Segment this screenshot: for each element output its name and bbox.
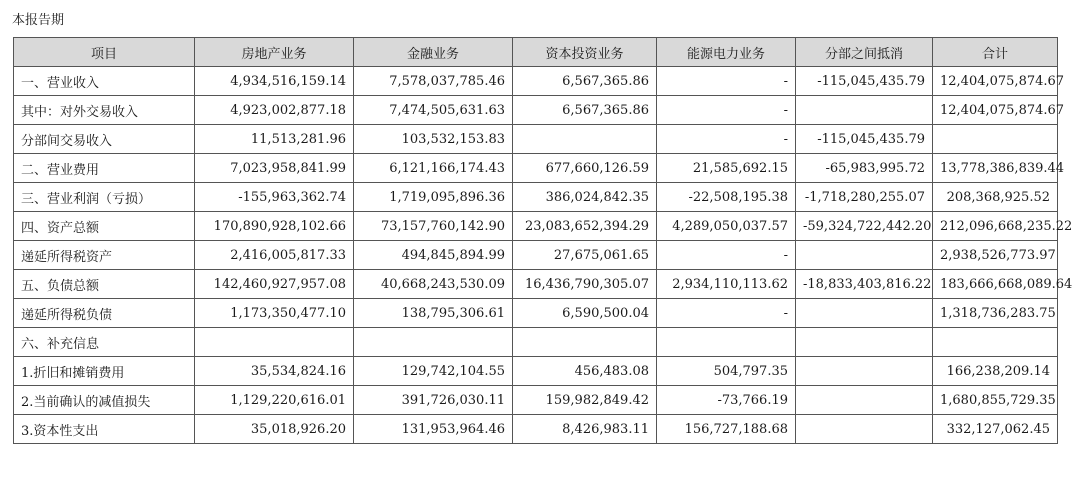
table-row (14, 386, 1058, 415)
elimination-value (796, 415, 933, 444)
elimination-value: -115,045,435.79 (796, 125, 933, 154)
finance-value: 391,726,030.11 (354, 386, 513, 415)
row-label: 四、资产总额 (14, 212, 195, 241)
elimination-value: -115,045,435.79 (796, 67, 933, 96)
energy-power-value: 156,727,188.68 (657, 415, 796, 444)
elimination-value (796, 96, 933, 125)
capital-investment-value: 6,590,500.04 (513, 299, 657, 328)
capital-investment-value: 27,675,061.65 (513, 241, 657, 270)
energy-power-value: 2,934,110,113.62 (657, 270, 796, 299)
table-row (14, 299, 1058, 328)
energy-power-value: - (657, 67, 796, 96)
elimination-value (796, 299, 933, 328)
table-row (14, 328, 1058, 357)
finance-value: 494,845,894.99 (354, 241, 513, 270)
report-period-caption: 本报告期 (12, 13, 65, 28)
energy-power-value (657, 328, 796, 357)
elimination-value: -59,324,722,442.20 (796, 212, 933, 241)
energy-power-value: - (657, 299, 796, 328)
elimination-value (796, 328, 933, 357)
finance-value: 73,157,760,142.90 (354, 212, 513, 241)
row-label: 五、负债总额 (14, 270, 195, 299)
total-value: 12,404,075,874.67 (933, 96, 1058, 125)
total-value: 183,666,668,089.64 (933, 270, 1058, 299)
header-energy-power: 能源电力业务 (657, 38, 796, 67)
energy-power-value: 4,289,050,037.57 (657, 212, 796, 241)
finance-value: 7,474,505,631.63 (354, 96, 513, 125)
row-label: 三、营业利润（亏损） (14, 183, 195, 212)
header-total: 合计 (933, 38, 1058, 67)
total-value: 1,680,855,729.35 (933, 386, 1058, 415)
elimination-value (796, 357, 933, 386)
table-row (14, 357, 1058, 386)
elimination-value (796, 386, 933, 415)
total-value: 332,127,062.45 (933, 415, 1058, 444)
table-row (14, 96, 1058, 125)
real-estate-value: 170,890,928,102.66 (195, 212, 354, 241)
table-row (14, 212, 1058, 241)
total-value: 2,938,526,773.97 (933, 241, 1058, 270)
capital-investment-value: 16,436,790,305.07 (513, 270, 657, 299)
table-row (14, 154, 1058, 183)
capital-investment-value: 6,567,365.86 (513, 67, 657, 96)
real-estate-value: 11,513,281.96 (195, 125, 354, 154)
capital-investment-value: 677,660,126.59 (513, 154, 657, 183)
capital-investment-value: 6,567,365.86 (513, 96, 657, 125)
finance-value: 129,742,104.55 (354, 357, 513, 386)
row-label: 2.当前确认的减值损失 (14, 386, 195, 415)
row-label: 3.资本性支出 (14, 415, 195, 444)
table-row (14, 241, 1058, 270)
elimination-value (796, 241, 933, 270)
elimination-value: -18,833,403,816.22 (796, 270, 933, 299)
finance-value (354, 328, 513, 357)
header-item: 项目 (14, 38, 195, 67)
finance-value: 7,578,037,785.46 (354, 67, 513, 96)
energy-power-value: -73,766.19 (657, 386, 796, 415)
real-estate-value: 1,173,350,477.10 (195, 299, 354, 328)
finance-value: 131,953,964.46 (354, 415, 513, 444)
segment-report-table (13, 37, 1073, 444)
total-value: 212,096,668,235.22 (933, 212, 1058, 241)
real-estate-value: 2,416,005,817.33 (195, 241, 354, 270)
row-label: 一、营业收入 (14, 67, 195, 96)
capital-investment-value (513, 125, 657, 154)
total-value: 166,238,209.14 (933, 357, 1058, 386)
capital-investment-value: 159,982,849.42 (513, 386, 657, 415)
row-label: 二、营业费用 (14, 154, 195, 183)
finance-value: 1,719,095,896.36 (354, 183, 513, 212)
finance-value: 138,795,306.61 (354, 299, 513, 328)
header-real-estate: 房地产业务 (195, 38, 354, 67)
header-row (14, 38, 1058, 67)
row-label: 1.折旧和摊销费用 (14, 357, 195, 386)
capital-investment-value: 456,483.08 (513, 357, 657, 386)
capital-investment-value: 23,083,652,394.29 (513, 212, 657, 241)
total-value: 1,318,736,283.75 (933, 299, 1058, 328)
capital-investment-value (513, 328, 657, 357)
total-value (933, 125, 1058, 154)
energy-power-value: - (657, 125, 796, 154)
total-value: 13,778,386,839.44 (933, 154, 1058, 183)
finance-value: 6,121,166,174.43 (354, 154, 513, 183)
energy-power-value: -22,508,195.38 (657, 183, 796, 212)
finance-value: 40,668,243,530.09 (354, 270, 513, 299)
row-label: 分部间交易收入 (14, 125, 195, 154)
capital-investment-value: 386,024,842.35 (513, 183, 657, 212)
energy-power-value: - (657, 96, 796, 125)
total-value: 12,404,075,874.67 (933, 67, 1058, 96)
row-label: 六、补充信息 (14, 328, 195, 357)
row-label: 递延所得税负债 (14, 299, 195, 328)
energy-power-value: - (657, 241, 796, 270)
total-value: 208,368,925.52 (933, 183, 1058, 212)
row-label: 其中：对外交易收入 (14, 96, 195, 125)
table-row (14, 125, 1058, 154)
real-estate-value: 1,129,220,616.01 (195, 386, 354, 415)
real-estate-value: 142,460,927,957.08 (195, 270, 354, 299)
table-row (14, 183, 1058, 212)
total-value (933, 328, 1058, 357)
energy-power-value: 504,797.35 (657, 357, 796, 386)
real-estate-value: 4,923,002,877.18 (195, 96, 354, 125)
row-label: 递延所得税资产 (14, 241, 195, 270)
table-row (14, 270, 1058, 299)
real-estate-value: 7,023,958,841.99 (195, 154, 354, 183)
real-estate-value: 35,534,824.16 (195, 357, 354, 386)
finance-value: 103,532,153.83 (354, 125, 513, 154)
real-estate-value (195, 328, 354, 357)
header-inter-segment-elimination: 分部之间抵消 (796, 38, 933, 67)
elimination-value: -1,718,280,255.07 (796, 183, 933, 212)
table-row (14, 415, 1058, 444)
elimination-value: -65,983,995.72 (796, 154, 933, 183)
real-estate-value: 35,018,926.20 (195, 415, 354, 444)
header-finance: 金融业务 (354, 38, 513, 67)
real-estate-value: 4,934,516,159.14 (195, 67, 354, 96)
header-capital-investment: 资本投资业务 (513, 38, 657, 67)
table-row (14, 67, 1058, 96)
real-estate-value: -155,963,362.74 (195, 183, 354, 212)
capital-investment-value: 8,426,983.11 (513, 415, 657, 444)
energy-power-value: 21,585,692.15 (657, 154, 796, 183)
